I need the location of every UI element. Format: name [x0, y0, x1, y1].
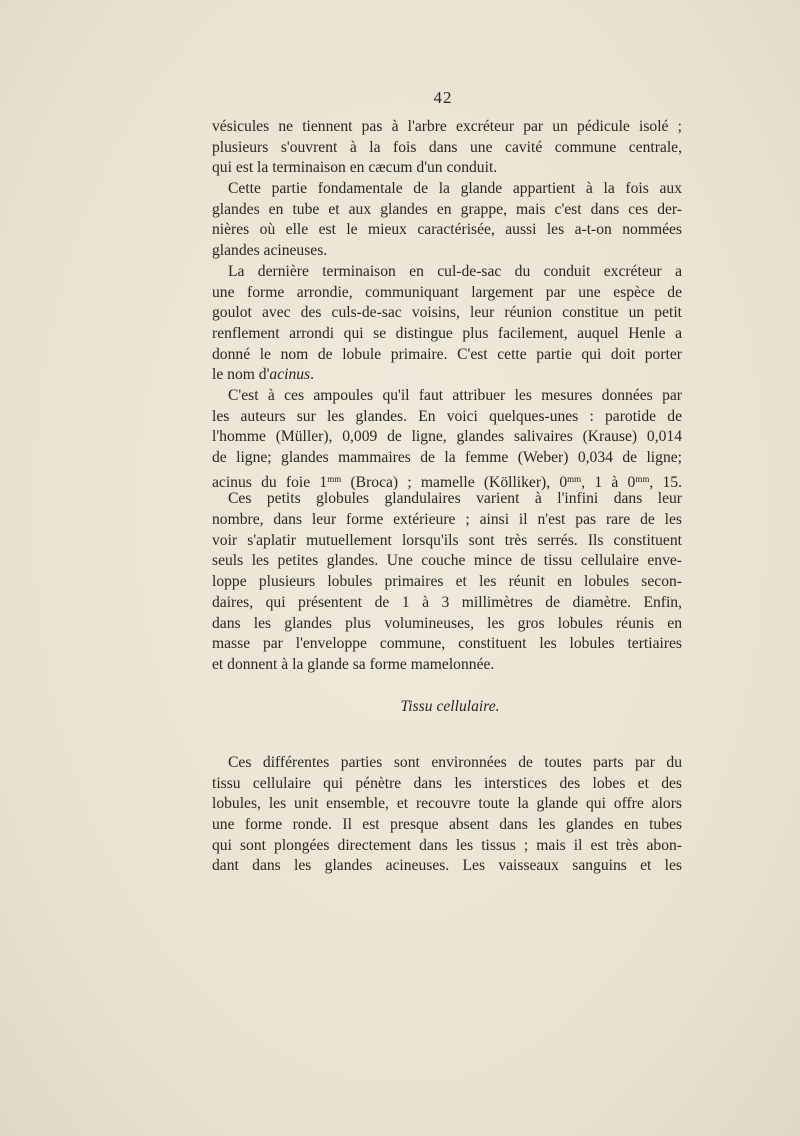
- measure-unit: mm: [327, 473, 342, 484]
- body-text-upper: [212, 117, 682, 676]
- text-line: nières où elle est le mieux caractérisée, aussi les a-t-on nommées: [212, 221, 682, 239]
- text-line: masse par l'enveloppe commune, constituent les lobules tertiaires: [212, 635, 682, 653]
- acinus-line: [212, 365, 682, 386]
- text-line: donné le nom de lobule primaire. C'est cette partie qui doit porter: [212, 345, 682, 363]
- text-line: daires, qui présentent de 1 à 3 millimètres de diamètre. Enfin,: [212, 593, 682, 611]
- measure-unit: mm: [635, 473, 650, 484]
- text-line: renflement arrondi qui se distingue plus facilement, auquel Henle a: [212, 324, 682, 342]
- measure-part: acinus du foie 1: [212, 473, 328, 491]
- text-line: tissu cellulaire qui pénètre dans les interstices des lobes et des: [212, 774, 682, 792]
- text-line: La dernière terminaison en cul-de-sac du conduit excréteur a: [228, 262, 682, 280]
- text-line: Ces petits globules glandulaires varient à l'infini dans leur: [228, 490, 682, 508]
- text-line: Ces différentes parties sont environnées de toutes parts par du: [228, 754, 682, 771]
- text-line: et donnent à la glande sa forme mamelonnée.: [212, 655, 495, 673]
- text-line: une forme arrondie, communiquant largement par une espèce de: [212, 283, 682, 301]
- text-line: vésicules ne tiennent pas à l'arbre excréteur par un pédicule isolé ;: [212, 118, 682, 135]
- acinus-suffix: .: [310, 366, 315, 384]
- text-line: plusieurs s'ouvrent à la fois dans une cavité commune centrale,: [212, 138, 682, 156]
- text-line: Cette partie fondamentale de la glande appartient à la fois aux: [228, 180, 682, 198]
- measure-unit: mm: [567, 473, 582, 484]
- text-line: qui est la terminaison en cæcum d'un conduit.: [212, 159, 498, 177]
- text-line: les auteurs sur les glandes. En voici quelques-unes : parotide de: [212, 407, 682, 425]
- page-number: 42: [433, 88, 453, 107]
- measure-part: , 1 à 0: [581, 473, 636, 491]
- body-text-lower: [212, 753, 682, 877]
- text-line: seuls les petites glandes. Une couche mince de tissu cellulaire enve-: [212, 552, 682, 570]
- section-heading: Tissu cellulaire.: [400, 698, 500, 715]
- text-line: une forme ronde. Il est presque absent dans les glandes en tubes: [212, 816, 682, 834]
- text-line: loppe plusieurs lobules primaires et les réunit en lobules secon-: [212, 573, 682, 591]
- text-line: nombre, dans leur forme extérieure ; ainsi il n'est pas rare de les: [212, 511, 682, 529]
- text-line: l'homme (Müller), 0,009 de ligne, glandes salivaires (Krause) 0,014: [212, 428, 682, 446]
- text-line: qui sont plongées directement dans les tissus ; mais il est très abon-: [212, 836, 682, 854]
- text-line: dans les glandes plus volumineuses, les gros lobules réunis en: [212, 614, 682, 632]
- text-line: dant dans les glandes acineuses. Les vaisseaux sanguins et les: [212, 857, 682, 875]
- text-line: goulot avec des culs-de-sac voisins, leur réunion constitue un petit: [212, 304, 682, 322]
- text-line: glandes en tube et aux glandes en grappe, mais c'est dans ces der-: [212, 200, 682, 218]
- text-line: C'est à ces ampoules qu'il faut attribuer les mesures données par: [228, 386, 682, 404]
- text-line: voir s'aplatir mutuellement lorsqu'ils sont très serrés. Ils constituent: [212, 531, 682, 549]
- text-line: glandes acineuses.: [212, 242, 328, 260]
- text-line: de ligne; glandes mammaires de la femme (Weber) 0,034 de ligne;: [212, 449, 682, 466]
- measure-part: (Broca) ; mamelle (Kölliker), 0: [341, 473, 568, 491]
- measure-part: , 15.: [649, 473, 682, 491]
- measure-line: [212, 469, 682, 490]
- acinus-prefix: le nom d': [212, 366, 270, 384]
- text-line: lobules, les unit ensemble, et recouvre toute la glande qui offre alors: [212, 795, 682, 813]
- acinus-italic: acinus: [269, 366, 311, 384]
